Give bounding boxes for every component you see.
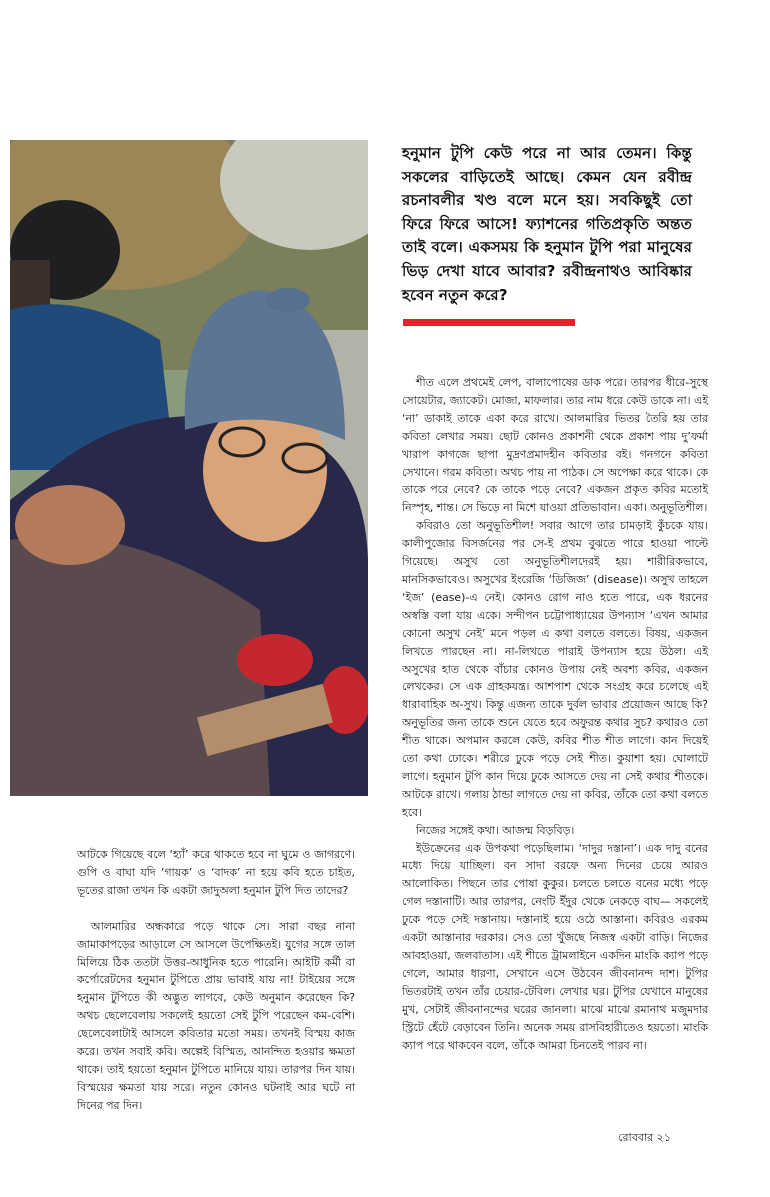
accent-rule [403, 319, 575, 326]
article-column-right [402, 374, 708, 1054]
pull-quote: হনুমান টুপি কেউ পরে না আর তেমন। কিন্তু সকলের বাড়িতেই আছে। কেমন যেন রবীন্দ্র রচনাবলীর খণ্ড বলে মনে হয়। সবকিছুই তো ফিরে ফিরে আসে! ফ্যাশনের গতিপ্রকৃতি অন্তত তাই বলে। একসময় কি হনুমান টুপি পরা মানুষের ভিড় দেখা যাবে আবার? রবীন্দ্রনাথও আবিষ্কার হবেন নতুন করে? [402, 144, 692, 304]
paragraph: ইউক্রেনের এক উপকথা পড়েছিলাম। ‘দাদুর দস্তানা’। এক দাদু বনের মধ্যে দিয়ে যাচ্ছিল। বন সাদা বরফে অন্য দিনের চেয়ে আরও আলোকিত। পিছনে তার পোষা কুকুর। চলতে চলতে বনের মধ্যে পড়ে গেল দস্তানাটি। আর তারপর, নেংটি ইঁদুর থেকে নেকড়ে বাঘ— সকলেই ঢুকে পড়ে সেই দস্তানায়। দস্তানাই হয়ে ওঠে আস্তানা। কবিরও এরকম একটা আস্তানার দরকার। সেও তো খুঁজছে নিজস্ব একটা বাড়ি। নিজের আবহাওয়া, জলবাতাস। এই শীতে ট্রামলাইনে একদিন মাংকি ক্যাপ পড়ে গেলে, আমার ধারণা, সেখানে এসে উঠবেন জীবনানন্দ দাশ। টুপির ভিতরটাই তখন তাঁর চেয়ার-টেবিল। লেখার ঘর। টুপির যেখানে মানুষের মুখ, সেটাই জীবনানন্দের ঘরের জানলা। মাঝে মাঝে রমানাথ মজুমদার স্ট্রিটে হেঁটে বেড়াবেন তিনি। অনেক সময় রাসবিহারীতেও হয়তো। মাংকি ক্যাপ পরে থাকবেন বলে, তাঁকে আমরা চিনতেই পারব না। [402, 841, 708, 1052]
paragraph: শীত এলে প্রথমেই লেপ, বালাপোষের ডাক পরে। তারপর ধীরে-সুস্থে সোয়েটার, জ্যাকেট। মোজা, মাফলার। তার নাম ধরে কেউ ডাকে না। এই ‘না’ ডাকাই তাকে একা করে রাখে। আলমারির ভিতর তৈরি হয় তার কবিতা লেখার সময়। ছোট কোনও প্রকাশনী থেকে প্রকাশ পায় দু’ফর্মা খারাপ কাগজে ছাপা মুদ্রণপ্রমাদহীন কবিতার বই। গনগনে কবিতা সেখানে। গরম কবিতা। অথচ পায় না পাঠক। সে অপেক্ষা করে থাকে। কে তাকে পরে নেবে? কে তাকে পড়ে নেবে? একজন প্রকৃত কবির মতোই নিস্পৃহ, শান্ত। সে ভিড়ে না মিশে যাওয়া প্রতিভাবান। একা। অনুভূতিশীল। [402, 376, 708, 515]
article-photo [10, 140, 368, 796]
paragraph: নিজের সঙ্গেই কথা। আজন্ম বিড়বিড়। [416, 823, 575, 837]
photo-icon [10, 140, 368, 796]
paragraph: কবিরাও তো অনুভূতিশীল! সবার আগে তার চামড়াই কুঁচকে যায়। কালীপুজোর বিসর্জনের পর সে-ই প্রথম বুঝতে পারে হাওয়া পাল্টে গিয়েছে। অসুখ তো অনুভূতিশীলদেরই হয়। শারীরিকভাবে, মানসিকভাবেও। অসুখের ইংরেজি ‘ডিজিজ’ (disease)। অসুখ তাহলে ‘ইজ’ (ease)-এ নেই। কোনও রোগ নাও হতে পারে, এক ধরনের অস্বস্তি বলা যায় একে। সন্দীপন চট্টোপাধ্যায়ের উপন্যাস ‘এখন আমার কোনো অসুখ নেই’ মনে পড়ল এ কথা বলতে বলতে। বিষয়, একজন লিখতে পারছেন না। না-লিখতে পারাই উপন্যাস হয়ে উঠল। এই অসুখের হাত থেকে বাঁচার কোনও উপায় নেই অবশ্য কবির, একজন লেখকের। সে এক গ্রাহকযন্ত্র। আশপাশ থেকে সংগ্রহ করে চলেছে এই ধারাবাহিক অ-সুখ। কিন্তু এজন্য তাকে দুর্বল ভাবার প্রয়োজন আছে কি? অনুভূতির জন্য তাকে শুনে যেতে হবে অফুরন্ত কথার সুচ? কথারও তো শীত থাকে। অপমান করলে কেউ, কবির শীত শীত লাগে। কান দিয়েই তো কথা ঢোকে। শরীরে ঢুকে পড়ে সেই শীত। কুয়াশা হয়। ঘোলাটে লাগে। হনুমান টুপি কান দিয়ে ঢুকে আসতে দেয় না সেই কথার শীতকে। আটকে রাখে। গলায় ঠান্ডা লাগতে দেয় না কবির, তাঁকে তো কথা বলতে হবে। [402, 519, 708, 819]
paragraph: আটকে গিয়েছে বলে ‘হ্যাঁ’ করে থাকতে হবে না ঘুমে ও জাগরণে। গুপি ও বাঘা যদি ‘গায়ক’ ও ‘বাদক’ না হয়ে কবি হতে চাইত, ভূতের রাজা তখন কি একটা জাদুঅলা হনুমান টুপি দিত তাদের? [77, 848, 355, 897]
paragraph: আলমারির অন্ধকারে পড়ে থাকে সে। সারা বছর নানা জামাকাপড়ের আড়ালে সে আসলে উপেক্ষিতই। যুগের সঙ্গে তাল মিলিয়ে ঠিক ততটা উত্তর-আধুনিক হতে পারেনি। আইটি কর্মী বা কর্পোরেটদের হনুমান টুপিতে প্রায় ভাবাই যায় না! টাইয়ের সঙ্গে হনুমান টুপিতে কী অদ্ভুত লাগবে, কেউ অনুমান করেছেন কি? অথচ ছেলেবেলায় সকলেই হয়তো সেই টুপি পরেছেন কম-বেশি। ছেলেবেলাটাই আসলে কবিতার মতো সময়। তখনই বিস্ময় কাজ করে। তখন সবাই কবি। অল্পেই বিস্মিত, আনন্দিত হওয়ার ক্ষমতা থাকে। তাই হয়তো হনুমান টুপিতে মানিয়ে যায়। তারপর দিন যায়। বিস্ময়ের ক্ষমতা যায় সরে। নতুন কোনও ঘটনাই আর ঘটে না দিনের পর দিন। [77, 919, 355, 1112]
article-column-left [77, 846, 355, 1115]
page-folio: রোববার ২১ [618, 1131, 671, 1144]
